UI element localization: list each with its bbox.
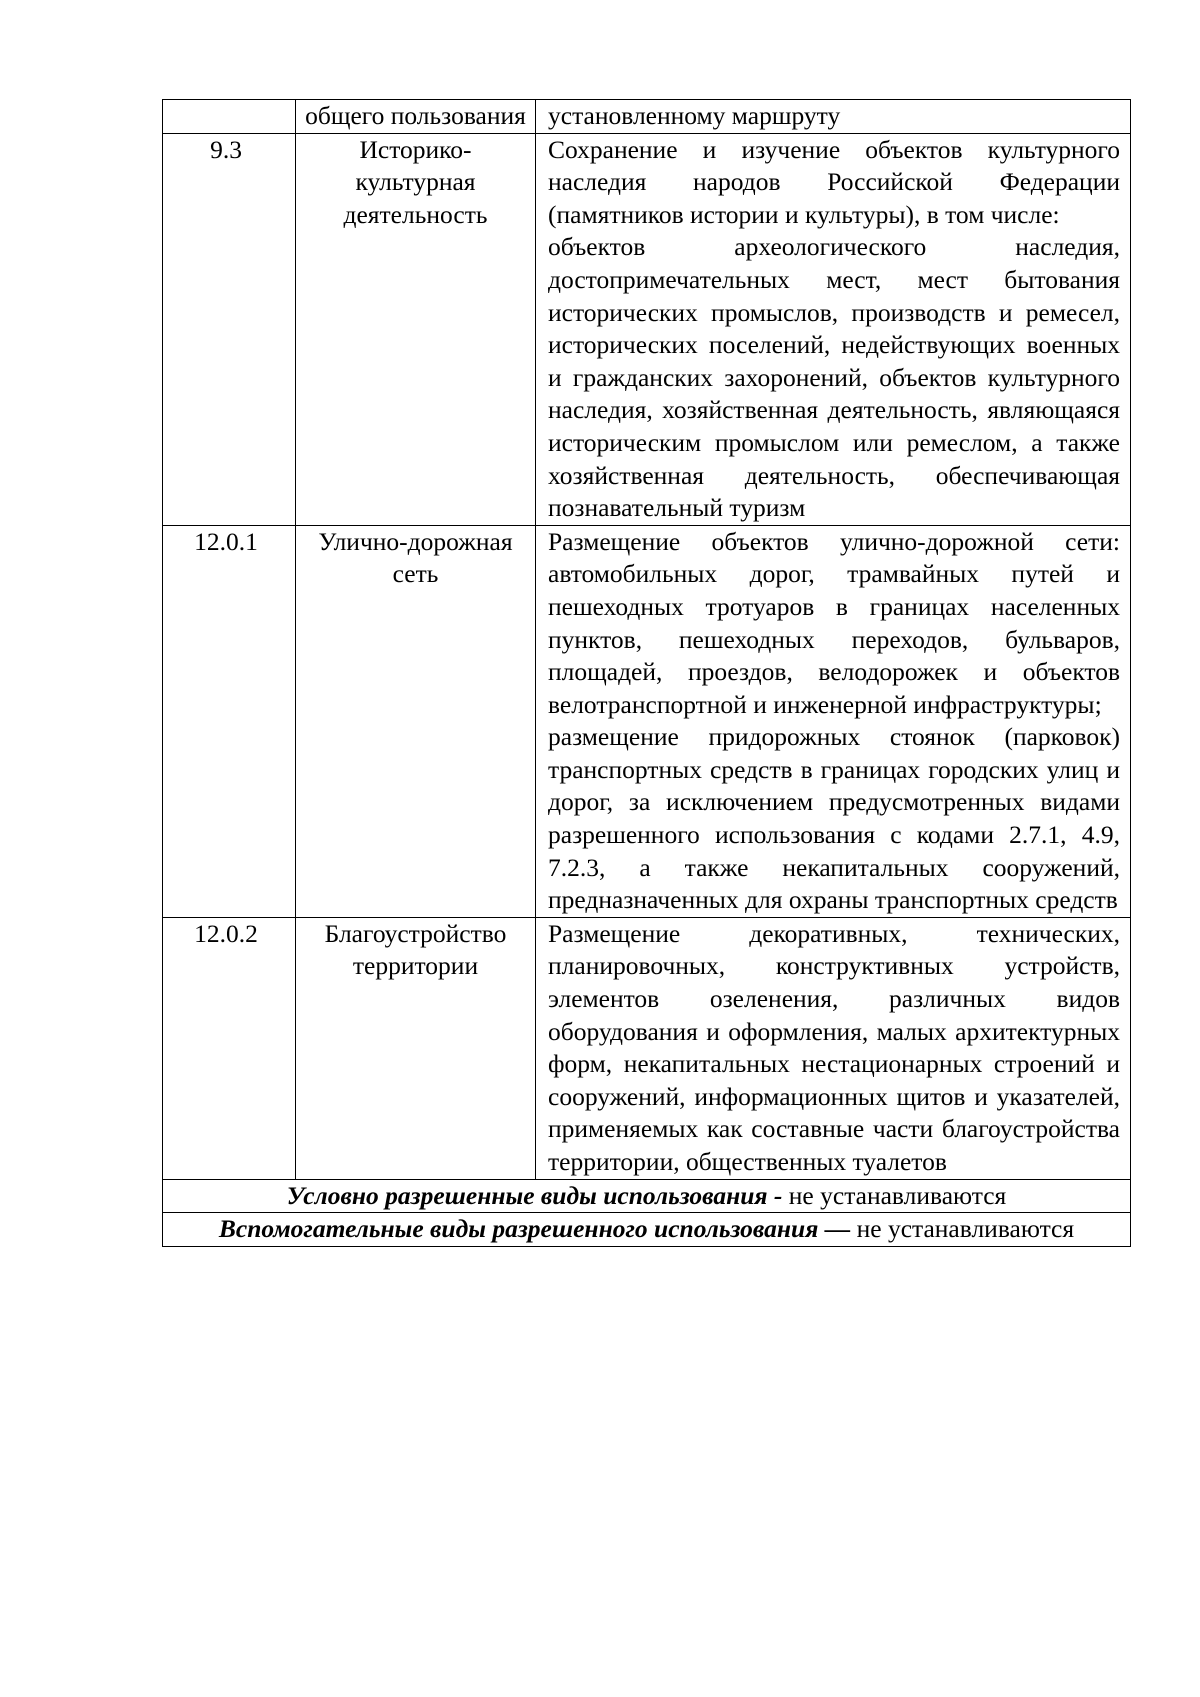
conditional-uses-cell: [163, 1179, 1131, 1213]
land-use-table: [162, 99, 1131, 1247]
conditional-uses-status: не устанавливаются: [782, 1180, 1007, 1210]
description-cell: [536, 100, 1131, 134]
description-paragraph: Размещение объектов улично-дорожной сети: автомобильных дорог, трамвайных путей и пешеходных тротуаров в границах населенных пунктов, пешеходных переходов, бульваров, площадей, проездов, велодорожек и объектов велотранспортной и инженерной инфраструктуры;: [548, 526, 1120, 719]
auxiliary-uses-heading: Вспомогательные виды разрешенного использования —: [218, 1214, 851, 1244]
code-cell: [163, 100, 296, 134]
description-paragraph: установленному маршруту: [548, 101, 841, 130]
table-row: [163, 917, 1131, 1179]
code-cell: 12.0.2: [163, 917, 296, 1179]
description-paragraph: Сохранение и изучение объектов культурного наследия народов Российской Федерации (памятников истории и культуры), в том числе:: [548, 134, 1120, 229]
auxiliary-uses-status: не устанавливаются: [850, 1214, 1075, 1244]
conditional-uses-row: [163, 1179, 1131, 1213]
description-cell: [536, 133, 1131, 525]
code-cell: 12.0.1: [163, 525, 296, 917]
name-cell: Улично-дорожная сеть: [296, 525, 536, 917]
table-row: [163, 100, 1131, 134]
description-paragraph: объектов археологического наследия, достопримечательных мест, мест бытования исторических промыслов, производств и ремесел, исторических поселений, недействующих военных и гражданских захоронений, объектов культурного наследия, хозяйственная деятельность, являющаяся историческим промыслом или ремеслом, а также хозяйственная деятельность, обеспечивающая познавательный туризм: [548, 232, 1120, 523]
table-row: [163, 525, 1131, 917]
auxiliary-uses-row: [163, 1213, 1131, 1247]
auxiliary-uses-cell: [163, 1213, 1131, 1247]
table-row: [163, 133, 1131, 525]
description-cell: [536, 525, 1131, 917]
description-cell: [536, 917, 1131, 1179]
name-cell: общего пользования: [296, 100, 536, 134]
name-cell: Историко-культурная деятельность: [296, 133, 536, 525]
description-paragraph: Размещение декоративных, технических, планировочных, конструктивных устройств, элементов озеленения, различных видов оборудования и оформления, малых архитектурных форм, некапитальных нестационарных строений и сооружений, информационных щитов и указателей, применяемых как составные части благоустройства территории, общественных туалетов: [548, 918, 1120, 1176]
conditional-uses-heading: Условно разрешенные виды использования -: [286, 1180, 783, 1210]
name-cell: Благоустройство территории: [296, 917, 536, 1179]
code-cell: 9.3: [163, 133, 296, 525]
description-paragraph: размещение придорожных стоянок (парковок) транспортных средств в границах городских улиц и дорог, за исключением предусмотренных видами разрешенного использования с кодами 2.7.1, 4.9, 7.2.3, а также некапитальных сооружений, предназначенных для охраны транспортных средств: [548, 722, 1120, 915]
